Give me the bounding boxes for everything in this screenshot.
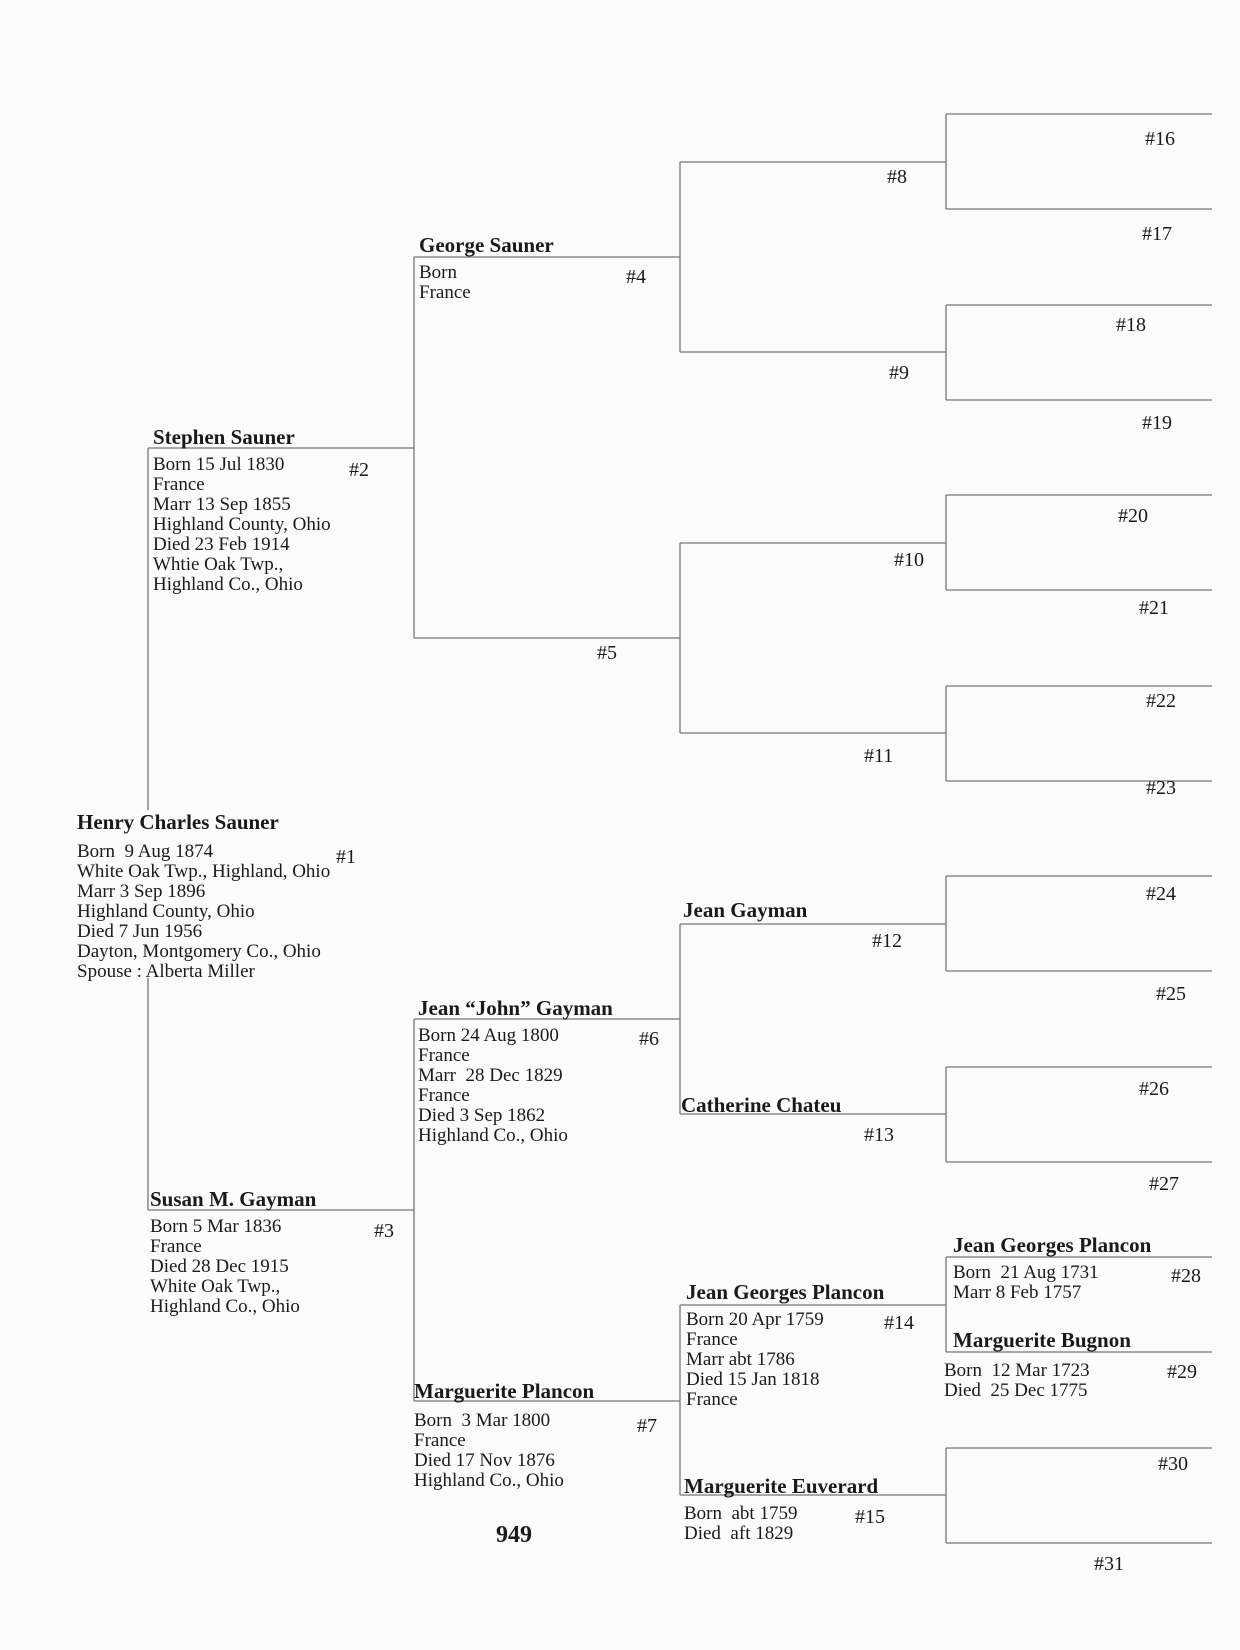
detail-line: Marr 8 Feb 1757 <box>953 1282 1082 1303</box>
person-name: Jean Gayman <box>683 898 808 922</box>
detail-line: Spouse : Alberta Miller <box>77 961 255 982</box>
generation-number-29: #29 <box>1167 1361 1197 1383</box>
person-3-card <box>150 1187 316 1317</box>
person-name: Marguerite Euverard <box>684 1474 879 1498</box>
generation-number-9: #9 <box>889 362 909 384</box>
detail-line: France <box>414 1430 466 1451</box>
person-14-card <box>686 1280 884 1410</box>
generation-number-21: #21 <box>1139 597 1169 619</box>
generation-number-24: #24 <box>1146 883 1176 905</box>
generation-number-3: #3 <box>374 1220 394 1242</box>
person-4-card <box>419 233 554 303</box>
generation-number-11: #11 <box>864 745 894 767</box>
detail-line: Born 9 Aug 1874 <box>77 841 214 862</box>
detail-line: France <box>419 282 471 303</box>
detail-line: Born 24 Aug 1800 <box>418 1025 559 1046</box>
generation-number-25: #25 <box>1156 983 1186 1005</box>
generation-number-26: #26 <box>1139 1078 1169 1100</box>
detail-line: Born 21 Aug 1731 <box>953 1262 1099 1283</box>
generation-number-4: #4 <box>626 266 646 288</box>
page-number: 949 <box>496 1522 532 1548</box>
detail-line: Highland Co., Ohio <box>153 574 303 595</box>
person-name: Jean Georges Plancon <box>953 1233 1152 1257</box>
person-15-card <box>684 1474 878 1544</box>
detail-line: France <box>686 1389 738 1410</box>
generation-number-6: #6 <box>639 1028 659 1050</box>
detail-line: Marr 28 Dec 1829 <box>418 1065 563 1086</box>
person-name: Catherine Chateu <box>681 1093 842 1117</box>
generation-number-10: #10 <box>894 549 924 571</box>
generation-number-14: #14 <box>884 1312 914 1334</box>
person-2-card <box>153 425 331 595</box>
person-7-card <box>414 1379 594 1491</box>
person-name: Jean “John” Gayman <box>418 996 613 1020</box>
person-29-card <box>953 1328 1131 1352</box>
detail-line: Died aft 1829 <box>684 1523 794 1544</box>
detail-line: Born 5 Mar 1836 <box>150 1216 282 1237</box>
detail-line: France <box>150 1236 202 1257</box>
detail-line: Died 25 Dec 1775 <box>944 1380 1088 1401</box>
detail-line: Died 3 Sep 1862 <box>418 1105 546 1126</box>
detail-line: Died 28 Dec 1915 <box>150 1256 289 1277</box>
detail-line: France <box>153 474 205 495</box>
detail-line: Born 20 Apr 1759 <box>686 1309 824 1330</box>
detail-line: White Oak Twp., Highland, Ohio <box>77 861 331 882</box>
generation-number-20: #20 <box>1118 505 1148 527</box>
detail-line: France <box>418 1045 470 1066</box>
detail-line: Marr 13 Sep 1855 <box>153 494 291 515</box>
generation-number-22: #22 <box>1146 690 1176 712</box>
detail-line: Marr 3 Sep 1896 <box>77 881 206 902</box>
person-name: Marguerite Plancon <box>414 1379 595 1403</box>
person-name: Stephen Sauner <box>153 425 295 449</box>
detail-line: Died 7 Jun 1956 <box>77 921 203 942</box>
person-details <box>953 1263 1151 1303</box>
person-13-card <box>681 1093 841 1117</box>
generation-number-1: #1 <box>336 846 356 868</box>
generation-number-19: #19 <box>1142 412 1172 434</box>
detail-line: Highland Co., Ohio <box>150 1296 300 1317</box>
generation-number-31: #31 <box>1094 1553 1124 1575</box>
generation-number-30: #30 <box>1158 1453 1188 1475</box>
person-name: Susan M. Gayman <box>150 1187 317 1211</box>
detail-line: Died 17 Nov 1876 <box>414 1450 555 1471</box>
detail-line: Highland County, Ohio <box>77 901 255 922</box>
person-details <box>77 842 330 982</box>
generation-number-28: #28 <box>1171 1265 1201 1287</box>
detail-line: Born 12 Mar 1723 <box>944 1360 1090 1381</box>
generation-number-16: #16 <box>1145 128 1175 150</box>
generation-number-15: #15 <box>855 1506 885 1528</box>
generation-number-18: #18 <box>1116 314 1146 336</box>
detail-line: Born <box>419 262 457 283</box>
generation-number-17: #17 <box>1142 223 1172 245</box>
person-details <box>419 263 554 303</box>
person-details <box>684 1504 878 1544</box>
detail-line: France <box>686 1329 738 1350</box>
detail-line: Died 15 Jan 1818 <box>686 1369 820 1390</box>
person-6-card <box>418 996 613 1146</box>
detail-line: Highland Co., Ohio <box>414 1470 564 1491</box>
generation-number-2: #2 <box>349 459 369 481</box>
detail-line: Born 3 Mar 1800 <box>414 1410 551 1431</box>
generation-number-13: #13 <box>864 1124 894 1146</box>
detail-line: Marr abt 1786 <box>686 1349 795 1370</box>
detail-line: Died 23 Feb 1914 <box>153 534 290 555</box>
generation-number-12: #12 <box>872 930 902 952</box>
detail-line: Born abt 1759 <box>684 1503 798 1524</box>
person-1-card <box>77 810 330 982</box>
person-details <box>150 1217 316 1317</box>
detail-line: France <box>418 1085 470 1106</box>
person-name: Marguerite Bugnon <box>953 1328 1131 1352</box>
detail-line: Born 15 Jul 1830 <box>153 454 285 475</box>
generation-number-8: #8 <box>887 166 907 188</box>
generation-number-23: #23 <box>1146 777 1176 799</box>
person-name: Jean Georges Plancon <box>686 1280 885 1304</box>
person-name: Henry Charles Sauner <box>77 810 279 834</box>
person-details <box>418 1026 613 1146</box>
detail-line: Highland Co., Ohio <box>418 1125 568 1146</box>
generation-number-27: #27 <box>1149 1173 1179 1195</box>
detail-line: White Oak Twp., <box>150 1276 281 1297</box>
generation-number-5: #5 <box>597 642 617 664</box>
person-28-card <box>953 1233 1151 1303</box>
person-details <box>153 455 331 595</box>
person-details <box>686 1310 884 1410</box>
person-details <box>414 1411 594 1491</box>
person-name: George Sauner <box>419 233 554 257</box>
detail-line: Highland County, Ohio <box>153 514 331 535</box>
generation-number-7: #7 <box>637 1415 657 1437</box>
person-12-card <box>683 898 807 922</box>
detail-line: Dayton, Montgomery Co., Ohio <box>77 941 321 962</box>
person-29-details <box>944 1361 1090 1401</box>
detail-line: Whtie Oak Twp., <box>153 554 284 575</box>
